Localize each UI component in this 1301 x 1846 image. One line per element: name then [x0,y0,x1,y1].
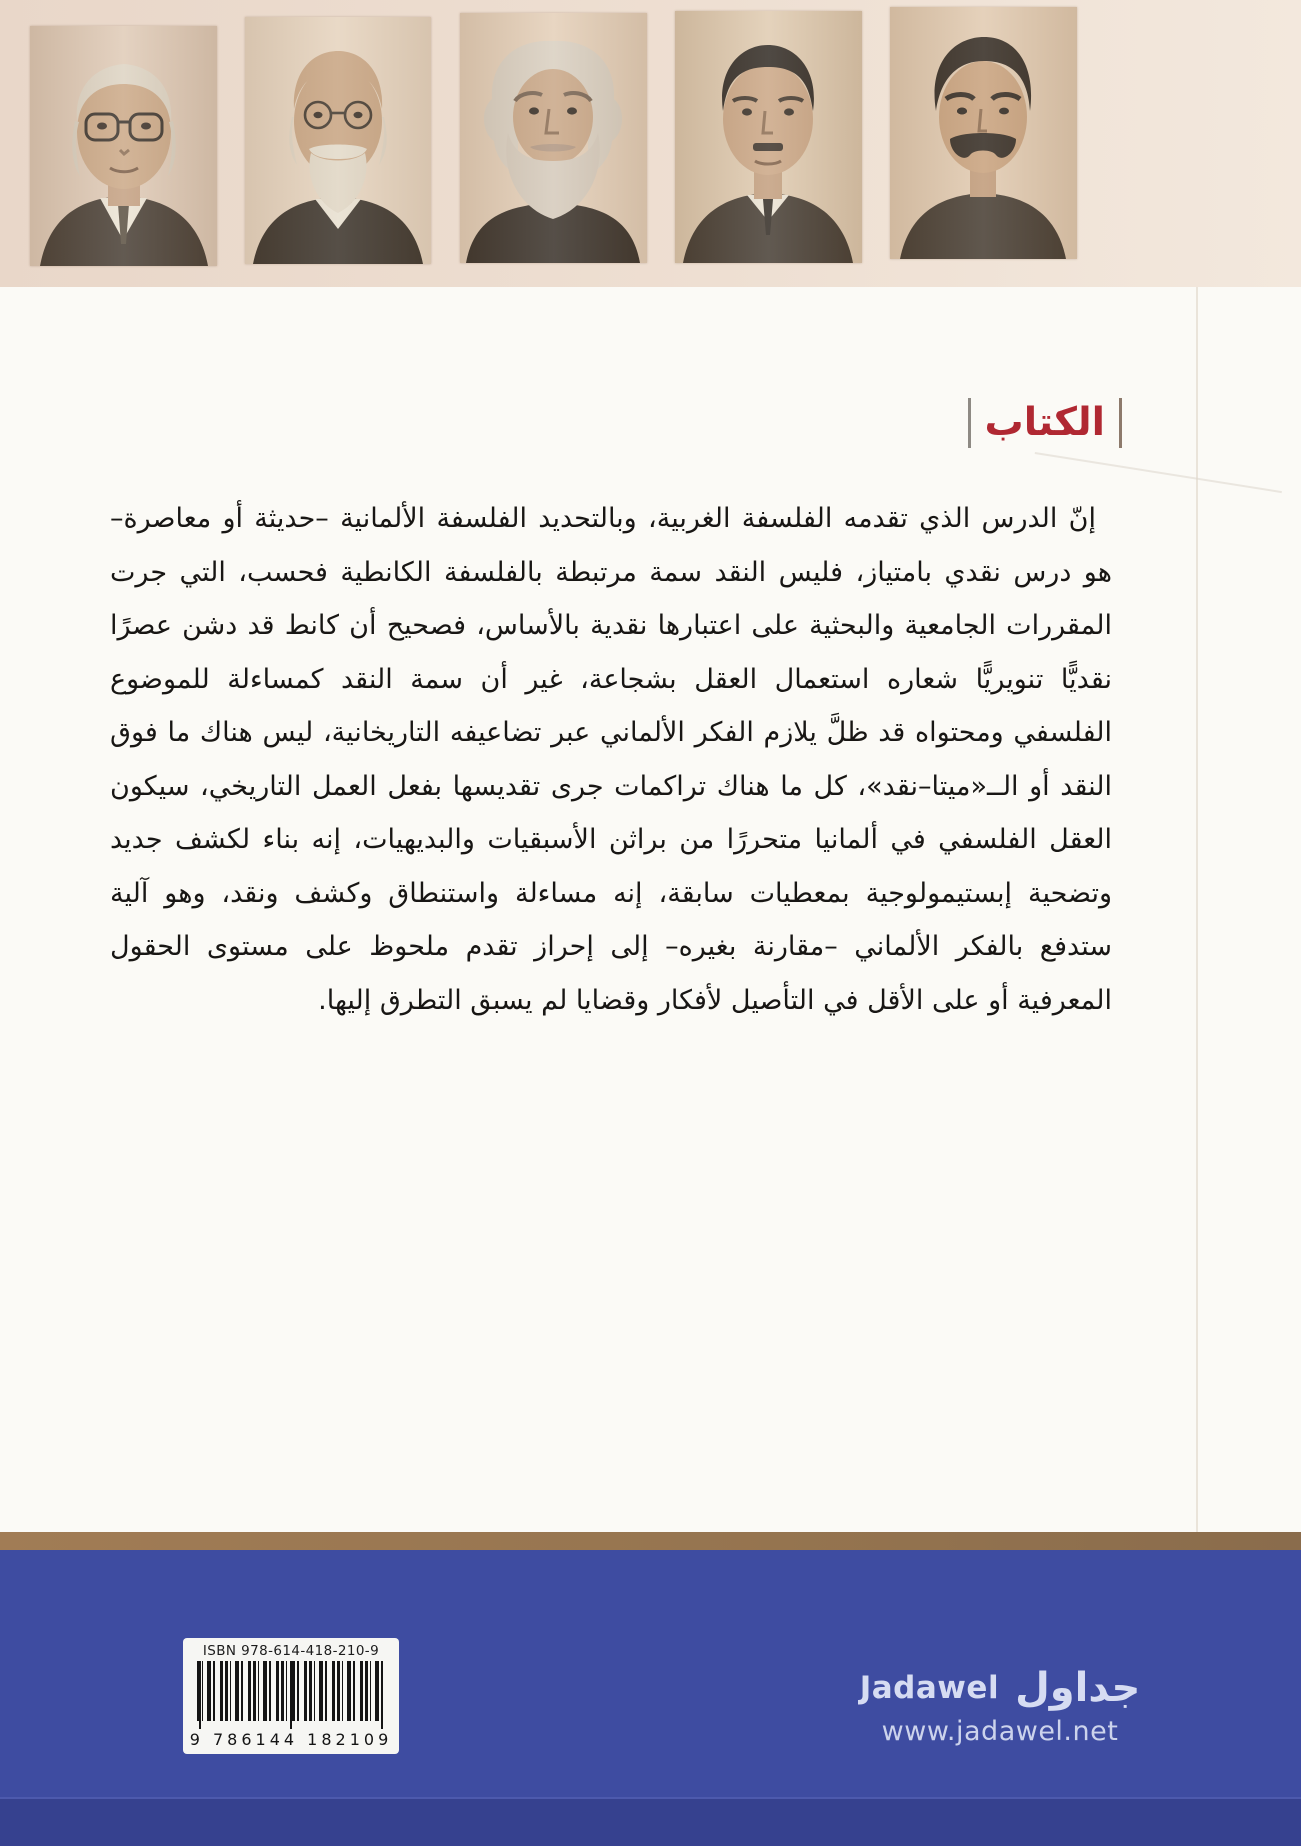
heading-rule-right [1119,398,1122,448]
portrait-marx [460,13,647,263]
heading-rule-left [968,398,971,448]
page-title: الكتاب [984,400,1105,445]
marx-photo [460,13,647,263]
publisher-name-arabic: جداول [1015,1665,1141,1711]
barcode-digits: 9 786144 182109 [189,1730,393,1749]
barcode-guard-left [199,1661,201,1729]
publisher-logo [859,1660,1141,1716]
book-section-header [968,398,1122,448]
publisher-website: www.jadawel.net [881,1716,1119,1747]
cover-fold-edge [0,1532,1301,1550]
scan-crease-line [1035,452,1282,493]
publisher-name-latin: Jadawel [859,1670,1000,1706]
barcode [183,1638,399,1754]
publisher-block [859,1660,1141,1747]
portrait-husserl [245,17,431,264]
barcode-guard-right [381,1661,383,1729]
footer-bottom-strip [0,1797,1301,1846]
page-edge-line [1196,287,1198,1533]
book-description: إنّ الدرس الذي تقدمه الفلسفة الغربية، وبالتحديد الفلسفة الألمانية –حديثة أو معاصرة– هو درس نقدي بامتياز، فليس النقد سمة مرتبطة بالفلسفة الكانطية فحسب، التي جرت المقررات الجامعية والبحثية على اعتبارها نقدية بالأساس، فصحيح أن كانط قد دشن عصرًا نقديًّا تنويريًّا شعاره استعمال العقل بشجاعة، غير أن سمة النقد كمساءلة للموضوع الفلسفي ومحتواه قد ظلَّ يلازم الفكر الألماني عبر تضاعيفه التاريخانية، ليس هناك ما فوق النقد أو الــ«ميتا–نقد»، كل ما هناك تراكمات جرى تقديسها بفعل العمل التاريخي، سيكون العقل الفلسفي في ألمانيا متحررًا من براثن الأسبقيات والبديهيات، إنه بناء لكشف جديد وتضحية إبستيمولوجية بمعطيات سابقة، إنه مساءلة واستنطاق وكشف ونقد، وهو آلية ستدفع بالفكر الألماني –مقارنة بغيره– إلى إحراز تقدم ملحوظ على مستوى الحقول المعرفية أو على الأقل في التأصيل لأفكار وقضايا لم يسبق التطرق إليها. [110,503,1112,1016]
photo-strip [0,0,1301,287]
isbn-label: ISBN 978-614-418-210-9 [202,1643,380,1659]
portrait-heidegger [675,11,862,263]
husserl-photo [245,17,431,264]
portrait-habermas [30,26,217,266]
habermas-photo [30,26,217,266]
barcode-bars [197,1661,385,1721]
portrait-nietzsche [890,7,1077,259]
barcode-guard-middle [290,1661,292,1729]
nietzsche-photo [890,7,1077,259]
heidegger-photo [675,11,862,263]
